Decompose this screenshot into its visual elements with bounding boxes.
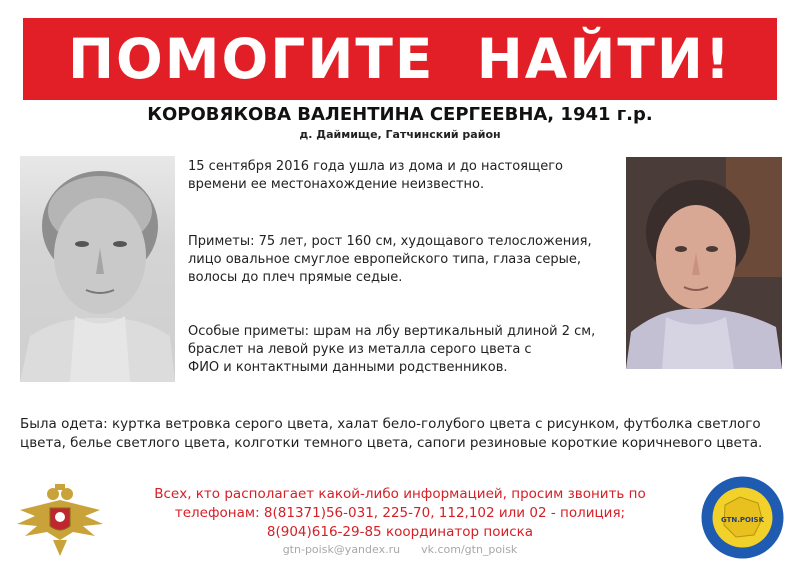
person-name: КОРОВЯКОВА ВАЛЕНТИНА СЕРГЕЕВНА, 1941 г.р. [147,104,653,125]
clothing-description: Была одета: куртка ветровка серого цвета, халат бело-голубого цвета с рисунком, футболка светлого цвета, белье светлого цвета, колготки темного цвета, сапоги резиновые короткие коричневого цвета. [20,416,763,451]
vk-link[interactable]: vk.com/gtn_poisk [421,543,518,556]
footer-links [130,543,670,556]
photo-portrait-color [626,157,782,369]
email-link[interactable]: gtn-poisk@yandex.ru [282,543,401,556]
title-banner [23,18,777,100]
police-emblem-icon [15,480,105,560]
contact-info: Всех, кто располагает какой-либо информацией, просим звонить по телефонам: 8(81371)56-031, 225-70, 112,102 или 02 - полиция; 8(904)616-29-85 координатор поиска [154,486,646,540]
photo-portrait-bw [20,156,175,382]
features-paragraph: Приметы: 75 лет, рост 160 см, худощавого телосложения, лицо овальное смуглое европейского типа, глаза серые, волосы до плеч прямые седые. [188,234,592,285]
disappearance-paragraph: 15 сентября 2016 года ушла из дома и до настоящего времени ее местонахождение неизвестно. [188,159,564,192]
logo-text: GTN.POISK [720,516,765,524]
search-team-logo-icon [700,475,785,560]
banner-title: ПОМОГИТЕ НАЙТИ! [68,27,732,91]
special-features-paragraph: Особые приметы: шрам на лбу вертикальный длиной 2 см, браслет на левой руке из металла серого цвета с ФИО и контактными данными родственников. [188,324,596,375]
person-place: д. Даймище, Гатчинский район [299,128,501,141]
